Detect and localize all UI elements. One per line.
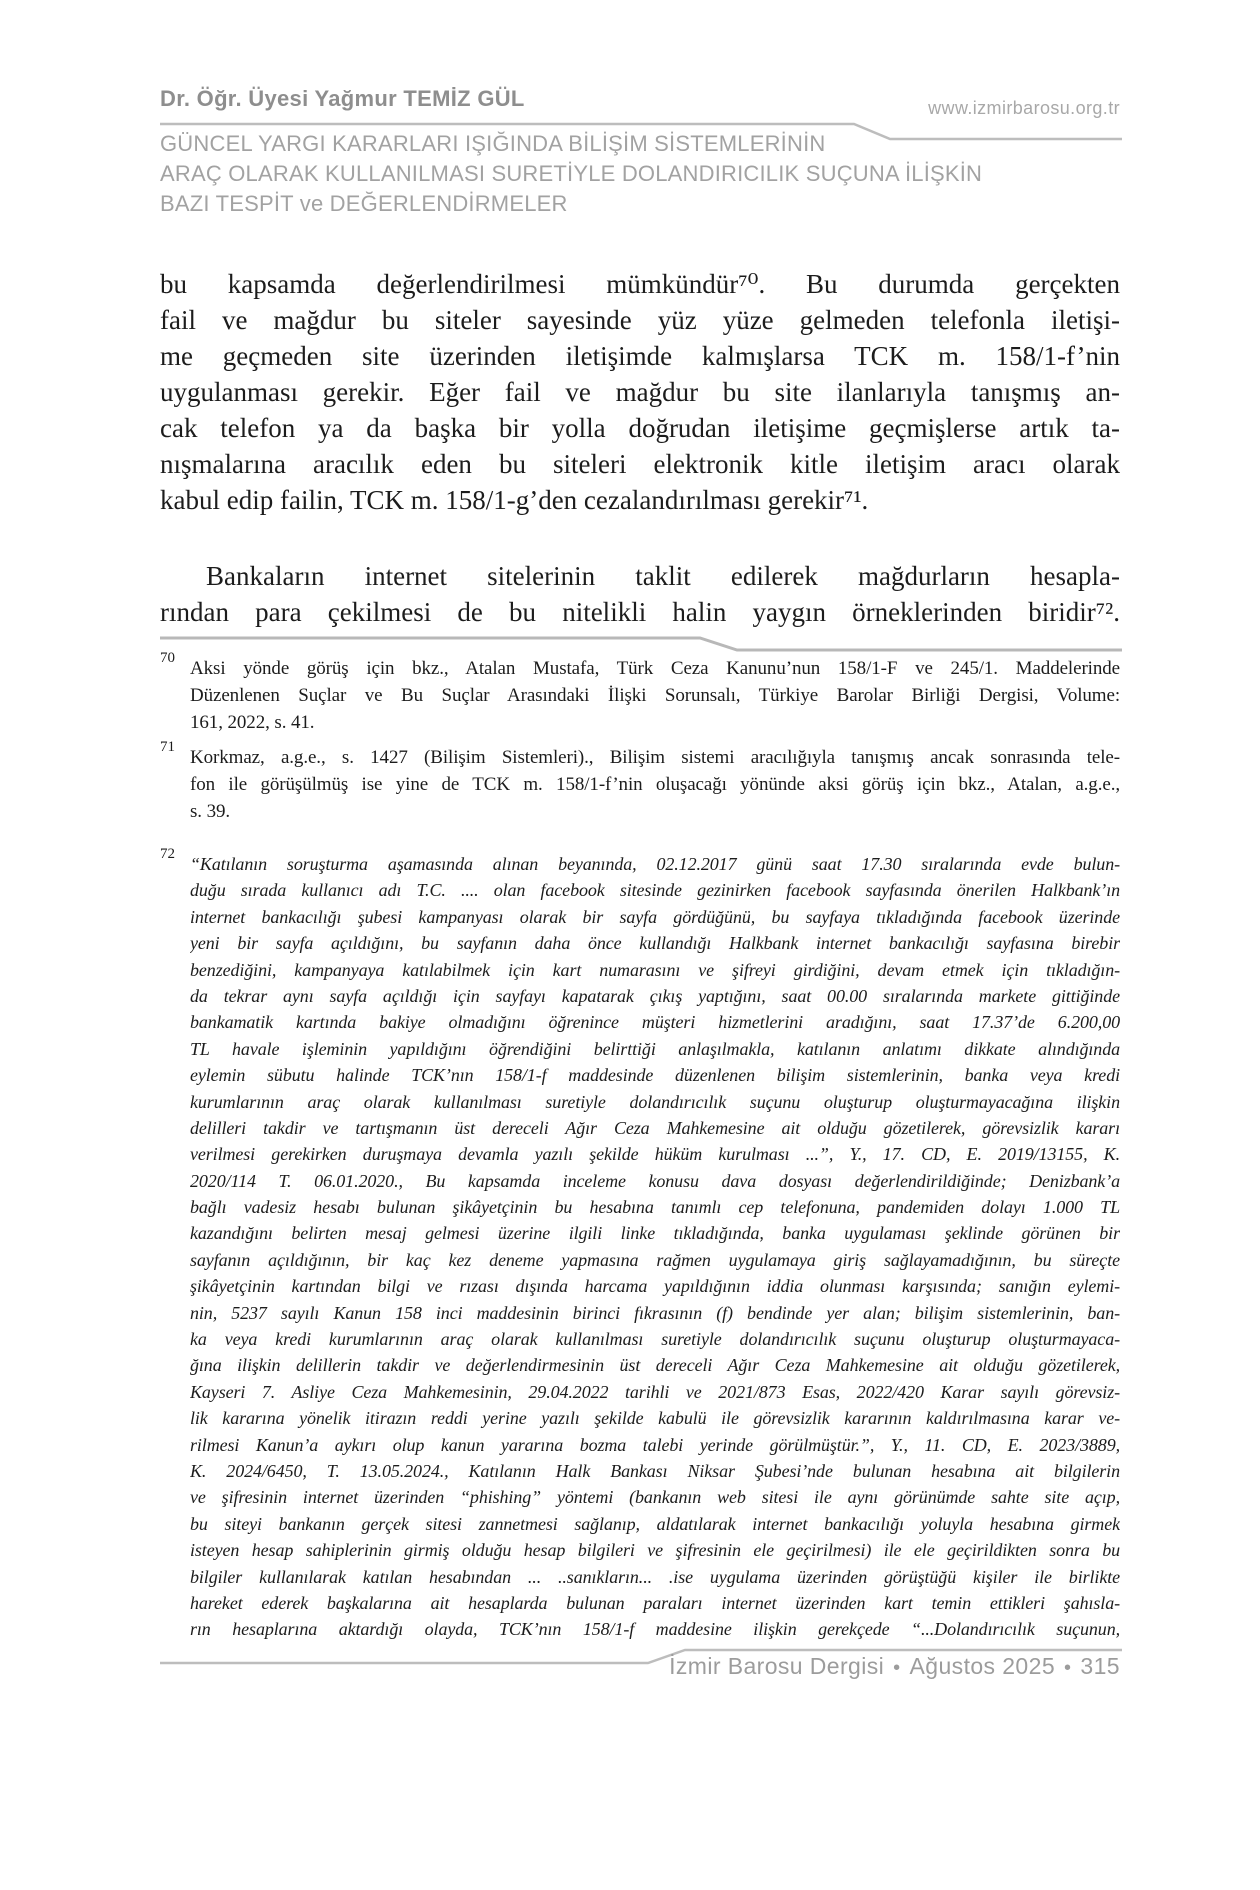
footnote-line: s. 39. xyxy=(190,801,231,822)
footnote-line: delilleri takdir ve tartışmanın üst dereceli Ağır Ceza Mahkemesine ait olduğu gözetilerek, görevsizlik kararı xyxy=(190,1117,1120,1138)
footnote-line: şikâyetçinin kartından bilgi ve rızası dışında harcama yapıldığının iddia olunması karşısında; sanığın eylemi- xyxy=(190,1276,1120,1297)
footnote-line: Kayseri 7. Asliye Ceza Mahkemesinin, 29.04.2022 tarihli ve 2021/873 Esas, 2022/420 Karar sayılı görevsiz- xyxy=(190,1381,1120,1402)
article-title-line-3: BAZI TESPİT ve DEĞERLENDİRMELER xyxy=(160,191,568,216)
footnote-72 xyxy=(160,846,1120,1643)
footnote-line: bankamatik kartında bakiye olmadığını öğrenince müşteri hizmetlerini aradığını, saat 17.37’de 6.200,00 xyxy=(190,1012,1120,1033)
body-line: Bankaların internet sitelerinin taklit edilerek mağdurların hesapla- xyxy=(206,561,1120,591)
footnote-line: bağlı vadesiz hesabı bulunan şikâyetçinin bu hesabına tanımlı cep telefonuna, pandemiden dolayı 1.000 TL xyxy=(190,1197,1120,1218)
paragraph-1 xyxy=(160,266,1120,518)
footnote-line: Aksi yönde görüş için bkz., Atalan Mustafa, Türk Ceza Kanunu’nun 158/1-F ve 245/1. Maddelerinde xyxy=(190,658,1120,679)
paragraph-2 xyxy=(160,558,1120,630)
footnote-line: benzediğini, kampanyaya katılabilmek için kart numarasını ve şifreyi girdiğini, devam etmek için tıkladığın- xyxy=(190,959,1120,980)
article-title-line-1: GÜNCEL YARGI KARARLARI IŞIĞINDA BİLİŞİM SİSTEMLERİNİN xyxy=(160,131,826,156)
page-footer xyxy=(669,1653,1120,1680)
footnotes-section xyxy=(160,650,1120,1651)
footnote-line: 161, 2022, s. 41. xyxy=(190,712,315,733)
footnote-line: 2020/114 T. 06.01.2020., Bu kapsamda inceleme konusu dava dosyası değerlendirildiğinde; Denizbank’a xyxy=(190,1170,1120,1191)
footer-separator-dot: • xyxy=(1064,1657,1072,1679)
footnote-number: 71 xyxy=(160,739,175,755)
footnote-71 xyxy=(160,739,1120,825)
article-title-line-2: ARAÇ OLARAK KULLANILMASI SURETİYLE DOLANDIRICILIK SUÇUNA İLİŞKİN xyxy=(160,161,983,186)
footnote-line: TL havale işleminin yapıldığını öğrendiğini belirttiği anlaşılmakla, katılanın anlatımı dikkate alındığında xyxy=(190,1038,1120,1059)
footnote-line: ğına ilişkin delillerin takdir ve değerlendirmesinin üst dereceli Ağır Ceza Mahkemesine ait olduğu gözetilerek, xyxy=(190,1355,1120,1376)
footnote-line: kurumlarının araç olarak kullanılması suretiyle dolandırıcılık suçunu oluşturup oluşturmayacağına ilişkin xyxy=(190,1091,1120,1112)
footnote-line: ka veya kredi kurumlarının araç olarak kullanılması suretiyle dolandırıcılık suçunu oluşturup oluşturmayaca- xyxy=(190,1329,1120,1350)
body-line: bu kapsamda değerlendirilmesi mümkündür⁷⁰. Bu durumda gerçekten xyxy=(160,269,1120,299)
footnote-line: K. 2024/6450, T. 13.05.2024., Katılanın Halk Bankası Niksar Şubesi’nde bulunan hesabına ait bilgilerin xyxy=(190,1460,1120,1481)
body-line: kabul edip failin, TCK m. 158/1-g’den cezalandırılması gerekir⁷¹. xyxy=(160,485,869,515)
footnote-line: Korkmaz, a.g.e., s. 1427 (Bilişim Sistemleri)., Bilişim sistemi aracılığıyla tanışmış ancak sonrasında tele- xyxy=(190,747,1120,768)
footnote-line: Düzenlenen Suçlar ve Bu Suçlar Arasındaki İlişki Sorunsalı, Türkiye Barolar Birliği Dergisi, Volume: xyxy=(190,685,1120,706)
article-body xyxy=(160,266,1120,630)
footnote-70 xyxy=(160,650,1120,736)
footnote-separator-rule xyxy=(160,638,1122,650)
footnote-line: nin, 5237 sayılı Kanun 158 inci maddesinin birinci fıkrasının (f) bendinde yer alan; bilişim sistemlerinin, ban- xyxy=(190,1302,1120,1323)
footnote-line: bu siteyi bankanın gerçek sitesi zannetmesi sağlanıp, aldatılarak internet bankacılığı yoluyla hesabına girmek xyxy=(190,1513,1120,1534)
footer-journal-name: İzmir Barosu Dergisi xyxy=(669,1653,885,1679)
footnote-line: yeni bir sayfa açıldığını, bu sayfanın daha önce kullandığı Halkbank internet bankacılığı sayfasına birebir xyxy=(190,933,1120,954)
footnote-line: “Katılanın soruşturma aşamasında alınan beyanında, 02.12.2017 günü saat 17.30 sıralarında evde bulun- xyxy=(190,854,1120,874)
footnote-line: kazandığını belirten mesaj gelmesi üzerine ilgili linke tıkladığında, banka uygulaması şeklinde görünen bir xyxy=(190,1223,1120,1244)
footer-issue: Ağustos 2025 xyxy=(909,1653,1056,1679)
body-line: nışmalarına aracılık eden bu siteleri elektronik kitle iletişim aracı olarak xyxy=(160,449,1120,479)
footnote-line: lik kararına yönelik itirazın reddi yerine yazılı şekilde kabulü ile görevsizlik kararının kaldırılmasına karar ve- xyxy=(190,1408,1120,1429)
footnote-line: verilmesi gerekirken duruşmaya devamla yazılı şekilde hüküm kurulması ...”, Y., 17. CD, E. 2019/13155, K. xyxy=(190,1144,1120,1165)
footnote-line: duğu sırada kullanıcı adı T.C. .... olan facebook sitesinde gezinirken facebook sayfasında önerilen Halkbank’ın xyxy=(190,880,1120,901)
footnote-line: eylemin sübutu halinde TCK’nın 158/1-f maddesinde düzenlenen bilişim sistemlerinin, banka veya kredi xyxy=(190,1065,1120,1086)
body-line: cak telefon ya da başka bir yolla doğrudan iletişime geçmişlerse artık ta- xyxy=(160,413,1120,443)
author-name: Dr. Öğr. Üyesi Yağmur TEMİZ GÜL xyxy=(160,86,525,111)
footnote-line: internet bankacılığı şubesi kampanyası olarak bir sayfa gördüğünü, bu sayfaya tıkladığında facebook üzerinde xyxy=(190,906,1120,927)
footnote-number: 70 xyxy=(160,650,175,666)
journal-website-url: www.izmirbarosu.org.tr xyxy=(928,98,1120,118)
footnote-line: bilgiler kullanılarak katılan hesabından ... ..sanıkların... .ise uygulama üzerinden görüştüğü kişiler ile birlikte xyxy=(190,1566,1120,1587)
footer-page-number: 315 xyxy=(1080,1653,1120,1679)
body-line: me geçmeden site üzerinden iletişimde kalmışlarsa TCK m. 158/1-f’nin xyxy=(160,341,1120,371)
body-line: fail ve mağdur bu siteler sayesinde yüz yüze gelmeden telefonla iletişi- xyxy=(160,305,1120,335)
article-title xyxy=(160,129,1140,219)
footnote-line: fon ile görüşülmüş ise yine de TCK m. 158/1-f’nin oluşacağı yönünde aksi görüş için bkz., Atalan, a.g.e., xyxy=(190,774,1120,795)
body-line: uygulanması gerekir. Eğer fail ve mağdur bu site ilanlarıyla tanışmış an- xyxy=(160,377,1120,407)
footnote-line: da tekrar aynı sayfa açıldığı için sayfayı kapatarak çıkış yaptığını, saat 00.00 sıralarında markete gittiğinde xyxy=(190,985,1120,1006)
footer-separator-dot: • xyxy=(893,1657,901,1679)
footnote-line: rın hesaplarına aktardığı olayda, TCK’nın 158/1-f maddesine ilişkin gerekçede “...Dolandırıcılık suçunun, xyxy=(190,1619,1120,1640)
footnote-line: hareket ederek başkalarına ait hesaplarda bulunan paraları internet üzerinden kart temin ettikleri şahısla- xyxy=(190,1592,1120,1613)
footnote-line: isteyen hesap sahiplerinin girmiş olduğu hesap bilgileri ve şifresinin ele geçirilmesi) ile ele geçirildikten sonra bu xyxy=(190,1540,1120,1561)
footnote-line: ve şifresinin internet üzerinden “phishing” yöntemi (bankanın web sitesi ile aynı görünümde sahte site açıp, xyxy=(190,1487,1120,1508)
footnote-line: sayfanın açıldığının, bir kaç kez deneme yapmasına rağmen uygulamaya giriş sağlayamadığının, bu süreçte xyxy=(190,1249,1120,1270)
body-line: rından para çekilmesi de bu nitelikli halin yaygın örneklerinden biridir⁷². xyxy=(160,597,1120,627)
footnote-line: rilmesi Kanun’a aykırı olup kanun yararına bozma talebi yerinde görülmüştür.”, Y., 11. CD, E. 2023/3889, xyxy=(190,1434,1120,1455)
footnote-number: 72 xyxy=(160,846,175,862)
